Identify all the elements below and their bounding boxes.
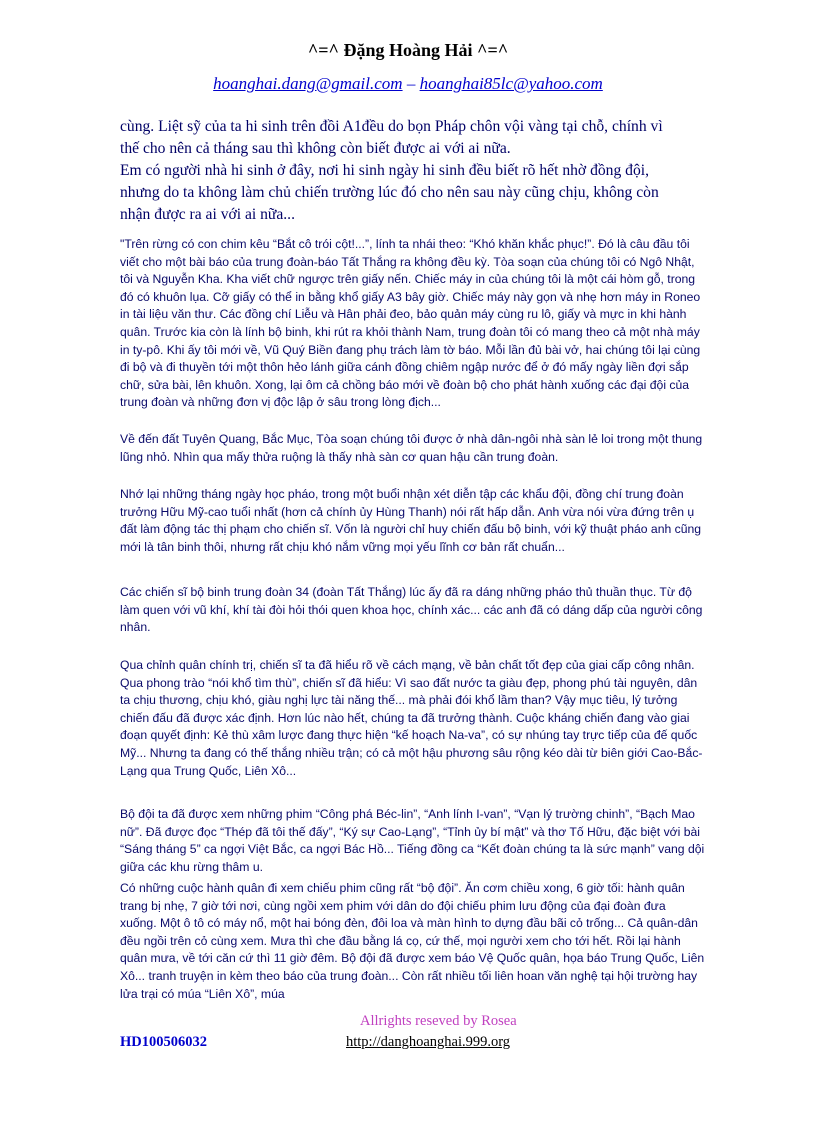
footer-website-link[interactable]: http://danghoanghai.999.org	[346, 1034, 511, 1050]
email-link-gmail[interactable]: hoanghai.dang@gmail.com	[213, 74, 403, 93]
page-header-title: ^=^ Đặng Hoàng Hải ^=^	[307, 40, 509, 60]
body-paragraph: Nhớ lại những tháng ngày học pháo, trong một buổi nhận xét diễn tập các khẩu đội, đồng chí trung đoàn trưởng Hữu Mỹ-cao tuổi nhất (hơn cả chính ủy Hùng Thanh) nói rất hấp dẫn. Anh vừa nói vừa đứng trên ụ đất làm động tác thị phạm cho chiến sĩ. Vốn là người chỉ huy chiến đấu bộ binh, với kỹ thuật pháo anh cũng mới là tân binh thôi, nhưng rất chịu khó nắm vững mọi yếu lĩnh cơ bản rất chuẩn...	[120, 487, 702, 554]
intro-paragraph: Em có người nhà hi sinh ở đây, nơi hi sinh ngày hi sinh đều biết rõ hết nhờ đồng đội, nhưng do ta không làm chủ chiến trường lúc đó cho nên sau này cũng chịu, không còn nhận được ra ai với ai nữa...	[120, 162, 659, 223]
body-paragraph: Qua chỉnh quân chính trị, chiến sĩ ta đã hiểu rõ về cách mạng, về bản chất tốt đẹp của giai cấp công nhân. Qua phong trào “nói khổ tìm thù”, chiến sĩ đã hiểu: Vì sao đất nước ta giàu đẹp, phong phú tài nguyên, dân ta chịu thương, chịu khó, giàu nghị lực tài năng thế... mà phải đói khổ lầm than? Vậy mục tiêu, lý tưởng chiến đấu đã được xác định. Hơn lúc nào hết, chúng ta đã trưởng thành. Cuộc kháng chiến đang vào giai đoạn quyết định: Kẻ thù xâm lược đang thực hiện “kế hoạch Na-va”, có sự nhúng tay trực tiếp của đế quốc Mỹ... Nhưng ta đang có thế thắng nhiều trận; có cả một hậu phương sâu rộng kéo dài từ biên giới Cao-Bắc-Lạng qua Trung Quốc, Liên Xô...	[120, 658, 703, 778]
email-separator: –	[406, 74, 416, 93]
header-email-line	[0, 74, 816, 94]
intro-text	[120, 116, 680, 226]
email-link-yahoo[interactable]: hoanghai85lc@yahoo.com	[419, 74, 603, 93]
footer-document-code: HD100506032	[120, 1034, 207, 1050]
body-paragraph: Về đến đất Tuyên Quang, Bắc Mục, Tòa soạn chúng tôi được ở nhà dân-ngôi nhà sàn lẻ loi trong một thung lũng nhỏ. Nhìn qua mấy thửa ruộng là thấy nhà sàn cơ quan hậu cần trung đoàn.	[120, 432, 703, 464]
body-paragraph: Có những cuộc hành quân đi xem chiếu phim cũng rất “bộ đội”. Ăn cơm chiều xong, 6 giờ tối: hành quân trang bị nhẹ, 7 giờ tới nơi, cùng ngồi xem phim với dân do đội chiếu phim lưu động của đại đoàn đưa xuống. Một ô tô có máy nổ, một hai bóng đèn, đôi loa và màn hình to dựng đầu bãi cỏ trống... Cả quân-dân đều ngồi trên cỏ cùng xem. Mưa thì che đầu bằng lá cọ, cứ thế, mọi người xem cho tới hết. Rồi lại hành quân mưa, về tới căn cứ thì 11 giờ đêm. Bộ đội đã được xem báo Vệ Quốc quân, họa báo Trung Quốc, Liên Xô... tranh truyện in kèm theo báo của trung đoàn... Còn rất nhiều tối liên hoan văn nghệ tại hội trường hay lửa trại có múa “Liên Xô”, múa	[120, 881, 705, 1001]
footer-rights: Allrights reseved by Rosea	[360, 1013, 517, 1029]
intro-paragraph: cùng. Liệt sỹ của ta hi sinh trên đồi A1đều do bọn Pháp chôn vội vàng tại chỗ, chính vì thế cho nên cả tháng sau thì không còn biết được ai với ai nữa.	[120, 118, 663, 157]
body-paragraph: Bộ đội ta đã được xem những phim “Công phá Béc-lin”, “Anh lính I-van”, “Vạn lý trường chinh”, “Bạch Mao nữ”. Đã được đọc “Thép đã tôi thế đấy”, “Ký sự Cao-Lạng”, “Tỉnh ủy bí mật” và thơ Tố Hữu, đặc biệt với bài “Sáng tháng 5” ca ngợi Việt Bắc, ca ngợi Bác Hồ... Tiếng đồng ca “Kết đoàn chúng ta là sức mạnh” vang dội giữa các khu rừng thâm u.	[120, 807, 705, 874]
body-paragraph: Các chiến sĩ bộ binh trung đoàn 34 (đoàn Tất Thắng) lúc ấy đã ra dáng những pháo thủ thuần thục. Từ độ làm quen với vũ khí, khí tài đòi hỏi thói quen khoa học, chính xác... các anh đã có dáng dấp của người công nhân.	[120, 585, 703, 635]
body-paragraph: "Trên rừng có con chim kêu “Bắt cô trói cột!...”, lính ta nhái theo: “Khó khăn khắc phục!”. Đó là câu đầu tôi viết cho một bài báo của trung đoàn-báo Tất Thắng ra không đều kỳ. Tòa soạn của chúng tôi có Ngô Nhật, tôi và Nguyễn Kha. Kha viết chữ ngược trên giấy nến. Chiếc máy in của chúng tôi là một cái hòm gỗ, trong đó có khuôn lụa. Cỡ giấy có thể in bằng khổ giấy A3 bây giờ. Chiếc máy này gọn và nhẹ hơn máy in Roneo in tài liệu văn thư. Các đồng chí Liễu và Hân phải đeo, bảo quản máy cùng ru lô, giấy và mực in khi hành quân. Trước kia còn là lính bộ binh, khi rút ra khỏi thành Nam, trung đoàn tôi có mang theo cả một nhà máy in ty-pô. Khi ấy tôi mới về, Vũ Quý Biền đang phụ trách làm tờ báo. Mỗi lần đủ bài vở, hai chúng tôi lại cùng đi bộ và đi thuyền tới một thôn hẻo lánh giữa cánh đồng chiêm ngập nước để ở đó mấy ngày liền đợi sắp chữ, sửa bài, lên khuôn. Xong, lại ôm cả chồng báo mới về đoàn bộ cho phát hành xuống các đại đội của trung đoàn và những đơn vị độc lập ở sâu trong lòng địch...	[120, 237, 701, 410]
